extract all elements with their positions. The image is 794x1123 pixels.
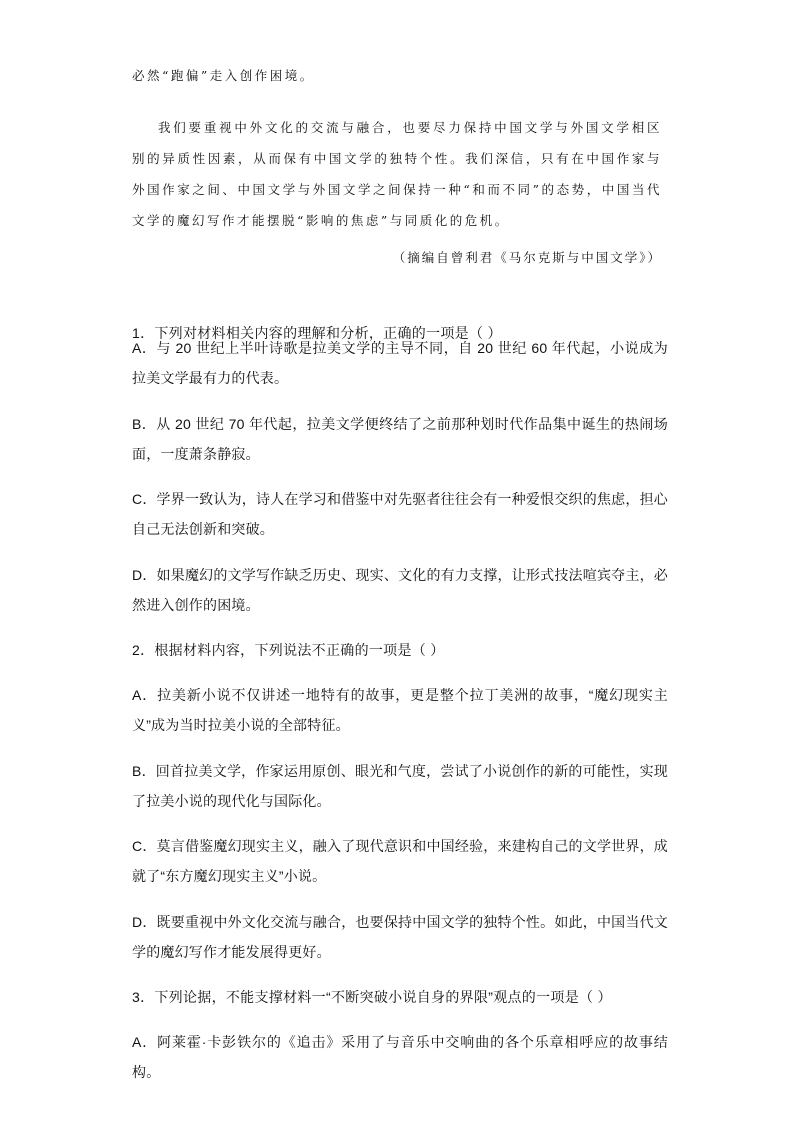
question-1-option-d: D．如果魔幻的文学写作缺乏历史、现实、文化的有力支撑，让形式技法喧宾夺主，必然进入创作的困境。 (132, 567, 668, 613)
question-2-option-c: C．莫言借鉴魔幻现实主义，融入了现代意识和中国经验，来建构自己的文学世界，成就了“东方魔幻现实主义”小说。 (132, 838, 668, 884)
question-2-option-b: B．回首拉美文学，作家运用原创、眼光和气度，尝试了小说创作的新的可能性，实现了拉美小说的现代化与国际化。 (132, 763, 668, 809)
question-2-option-d: D．既要重视中外文化交流与融合，也要保持中国文学的独特个性。如此，中国当代文学的魔幻写作才能发展得更好。 (132, 914, 668, 960)
question-1-stem: 1．下列对材料相关内容的理解和分析，正确的一项是（ ） (132, 325, 502, 341)
passage-paragraph: 我们要重视中外文化的交流与融合，也要尽力保持中国文学与外国文学相区别的异质性因素，从而保有中国文学的独特个性。我们深信，只有在中国作家与外国作家之间、中国文学与外国文学之间保持一种“和而不同”的态势，中国当代文学的魔幻写作才能摆脱“影响的焦虑”与同质化的危机。 (132, 120, 662, 228)
question-1-option-a: A．与 20 世纪上半叶诗歌是拉美文学的主导不同，自 20 世纪 60 年代起，小说成为拉美文学最有力的代表。 (132, 340, 668, 386)
passage-source-citation: （摘编自曾利君《马尔克斯与中国文学》） (392, 250, 662, 265)
question-3-stem: 3．下列论据，不能支撑材料一“不断突破小说自身的界限”观点的一项是（ ） (132, 989, 612, 1005)
question-2-option-a: A．拉美新小说不仅讲述一地特有的故事，更是整个拉丁美洲的故事，“魔幻现实主义”成为当时拉美小说的全部特征。 (132, 687, 668, 733)
passage-continuation: 必然“跑偏”走入创作困境。 (132, 68, 315, 83)
question-1-option-b: B．从 20 世纪 70 年代起，拉美文学便终结了之前那种划时代作品集中诞生的热闹场面，一度萧条静寂。 (132, 416, 668, 462)
question-1-option-c: C．学界一致认为，诗人在学习和借鉴中对先驱者往往会有一种爱恨交织的焦虑，担心自己无法创新和突破。 (132, 491, 668, 537)
question-3-option-a: A．阿莱霍·卡彭铁尔的《追击》采用了与音乐中交响曲的各个乐章相呼应的故事结构。 (132, 1034, 668, 1080)
question-2-stem: 2．根据材料内容，下列说法不正确的一项是（ ） (132, 642, 445, 658)
